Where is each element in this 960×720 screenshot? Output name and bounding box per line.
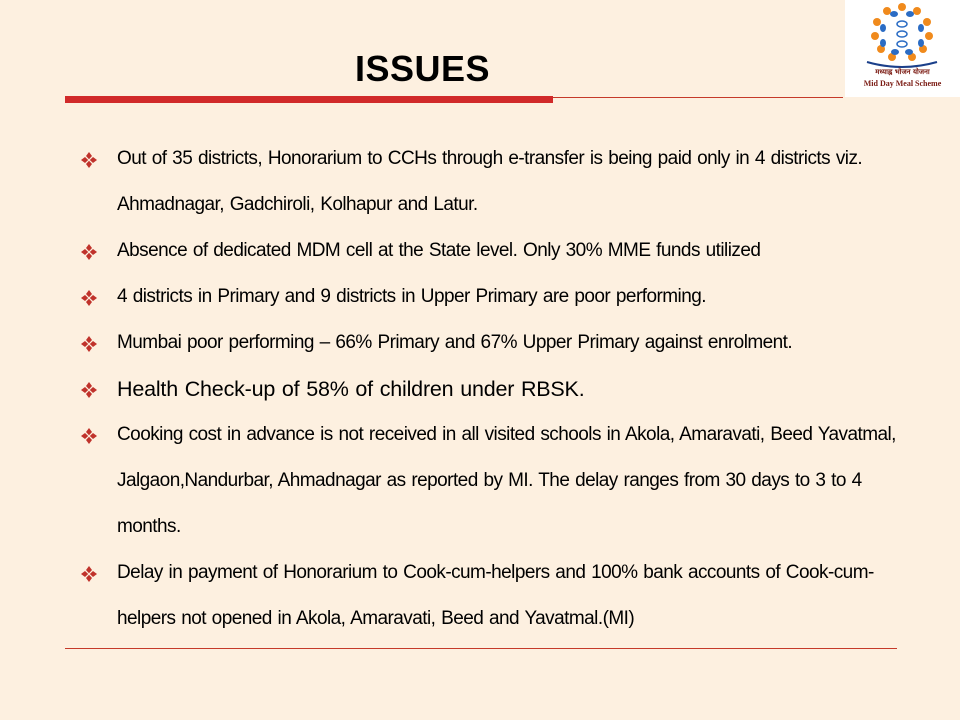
bullet-text: Absence of dedicated MDM cell at the State level. Only 30% MME funds utilized — [117, 240, 761, 261]
four-diamond-bullet-icon — [80, 381, 98, 399]
four-diamond-bullet-icon — [80, 335, 98, 353]
title-underline-thin — [553, 97, 843, 98]
mid-day-meal-emblem-icon — [845, 0, 960, 68]
mid-day-meal-logo — [845, 0, 960, 97]
four-diamond-bullet-icon — [80, 243, 98, 261]
bullet-text: Health Check-up of 58% of children under RBSK. — [117, 377, 585, 401]
bullet-text: Cooking cost in advance is not received in all visited schools in Akola, Amaravati, Beed Yavatmal, Jalgaon,Nandurbar, Ahmadnagar as reported by MI. The delay ranges from 30 days to 3 to 4 months. — [117, 424, 896, 537]
bullet-item — [80, 412, 910, 550]
four-diamond-bullet-icon — [80, 151, 98, 169]
bullet-item — [80, 320, 910, 366]
bullet-item — [80, 274, 910, 320]
bullet-item — [80, 136, 910, 228]
bullet-text: 4 districts in Primary and 9 districts in Upper Primary are poor performing. — [117, 286, 706, 307]
four-diamond-bullet-icon — [80, 289, 98, 307]
title-underline-thick — [65, 96, 553, 103]
bullet-text: Mumbai poor performing – 66% Primary and 67% Upper Primary against enrolment. — [117, 332, 793, 353]
issues-bullet-list — [80, 136, 910, 642]
bullet-item — [80, 366, 910, 412]
four-diamond-bullet-icon — [80, 565, 98, 583]
bullet-text: Out of 35 districts, Honorarium to CCHs through e-transfer is being paid only in 4 districts viz. Ahmadnagar, Gadchiroli, Kolhapur and Latur. — [117, 148, 863, 215]
logo-english-caption: Mid Day Meal Scheme — [863, 79, 942, 88]
four-diamond-bullet-icon — [80, 427, 98, 445]
logo-hindi-caption: मध्याह्न भोजन योजना — [875, 68, 930, 76]
slide-title: ISSUES — [355, 48, 491, 89]
bottom-divider — [65, 648, 897, 649]
bullet-item — [80, 550, 910, 642]
bullet-item — [80, 228, 910, 274]
bullet-text: Delay in payment of Honorarium to Cook-cum-helpers and 100% bank accounts of Cook-cum-helpers not opened in Akola, Amaravati, Beed and Yavatmal.(MI) — [117, 562, 874, 629]
